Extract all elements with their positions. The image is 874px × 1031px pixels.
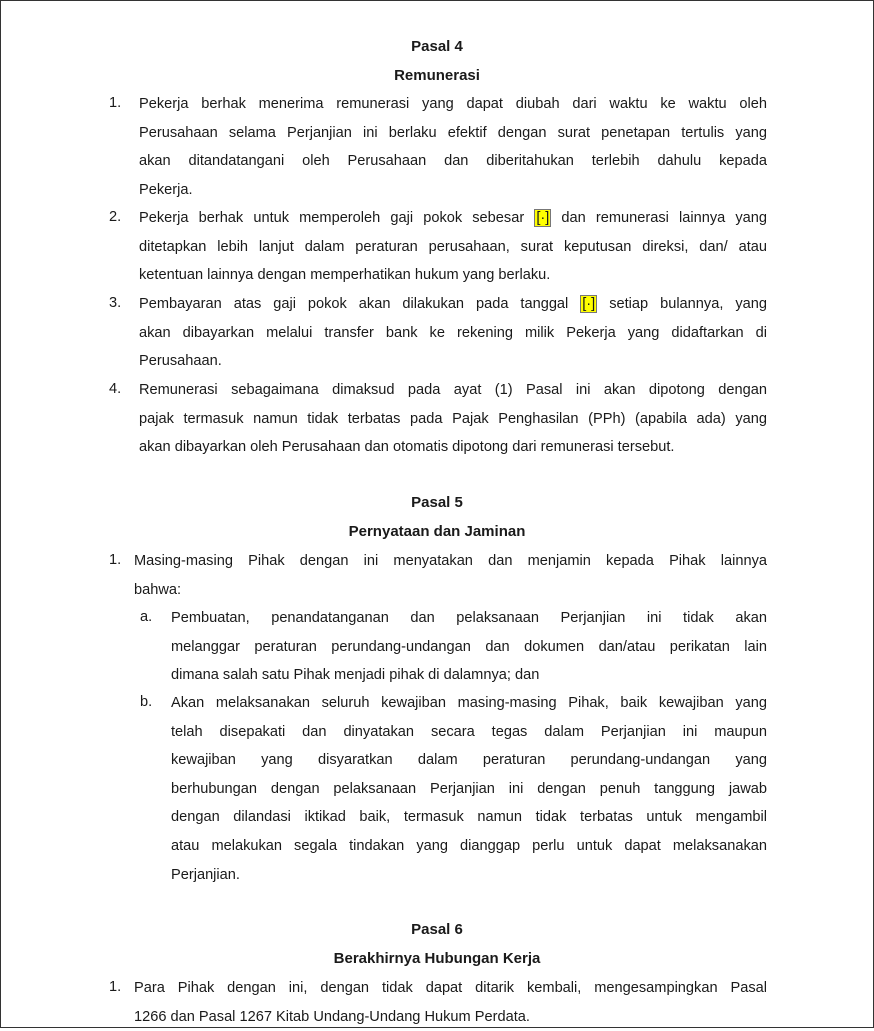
pasal-5-sub-b-letter: b.: [140, 694, 153, 710]
pasal-5-item-1-number: 1.: [109, 552, 122, 568]
pasal-4-title: Pasal 4: [411, 38, 463, 55]
pasal-4-item-1-text: Pekerja berhak menerima remunerasi yang dapat diubah dari waktu ke waktu oleh Perusahaan selama Perjanjian ini berlaku efektif dengan surat penetapan tertulis yang akan ditandatangani oleh Perusahaan dan diberitahukan terlebih dahulu kepada Pekerja.: [139, 96, 767, 198]
pasal-6-subtitle: Berakhirnya Hubungan Kerja: [333, 950, 541, 967]
pasal-6-item-1-text: Para Pihak dengan ini, dengan tidak dapat ditarik kembali, mengesampingkan Pasal 1266 dan Pasal 1267 Kitab Undang-Undang Hukum Perdata.: [134, 980, 767, 1025]
amount-placeholder: [·]: [536, 210, 550, 226]
pasal-5-sub-a-text: Pembuatan, penandatanganan dan pelaksanaan Perjanjian ini tidak akan melanggar peraturan perundang-undangan dan dokumen dan/atau perikatan lain dimana salah satu Pihak menjadi pihak di dalamnya; dan: [171, 610, 767, 684]
pasal-5-title: Pasal 5: [411, 494, 463, 511]
pasal-5-sub-a-letter: a.: [140, 609, 153, 625]
pasal-4-item-1-number: 1.: [109, 95, 122, 111]
pasal-5-sub-b-text: Akan melaksanakan seluruh kewajiban masing-masing Pihak, baik kewajiban yang telah disepakati dan dinyatakan secara tegas dalam Perjanjian ini maupun kewajiban yang disyaratkan dalam peraturan perundang-undangan yang berhubungan dengan pelaksanaan Perjanjian ini dengan penuh tanggung jawab dengan dilandasi iktikad baik, termasuk namun tidak terbatas untuk mengambil atau melakukan segala tindakan yang dianggap perlu untuk dapat melaksanakan Perjanjian.: [171, 695, 767, 883]
pasal-5-subtitle: Pernyataan dan Jaminan: [348, 523, 526, 540]
pasal-4-item-4-number: 4.: [109, 381, 122, 397]
pasal-4-item-3-text: Pembayaran atas gaji pokok akan dilakukan pada tanggal [·] setiap bulannya, yang akan dibayarkan melalui transfer bank ke rekening milik Pekerja yang didaftarkan di Perusahaan.: [139, 296, 767, 370]
date-placeholder: [·]: [582, 296, 596, 312]
pasal-6-item-1-number: 1.: [109, 979, 122, 995]
pasal-4-subtitle: Remunerasi: [394, 67, 480, 84]
pasal-5-item-1-text: Masing-masing Pihak dengan ini menyatakan dan menjamin kepada Pihak lainnya bahwa:: [134, 553, 767, 598]
pasal-4-item-3-number: 3.: [109, 295, 122, 311]
pasal-6-title: Pasal 6: [411, 921, 463, 938]
pasal-4-item-4-text: Remunerasi sebagaimana dimaksud pada ayat (1) Pasal ini akan dipotong dengan pajak termasuk namun tidak terbatas pada Pajak Penghasilan (PPh) (apabila ada) yang akan dibayarkan oleh Perusahaan dan otomatis dipotong dari remunerasi tersebut.: [139, 382, 767, 456]
pasal-4-item-2-text: Pekerja berhak untuk memperoleh gaji pokok sebesar [·] dan remunerasi lainnya yang ditetapkan lebih lanjut dalam peraturan perusahaan, surat keputusan direksi, dan/ atau ketentuan lainnya dengan memperhatikan hukum yang berlaku.: [139, 210, 767, 284]
pasal-4-item-2-number: 2.: [109, 209, 122, 225]
